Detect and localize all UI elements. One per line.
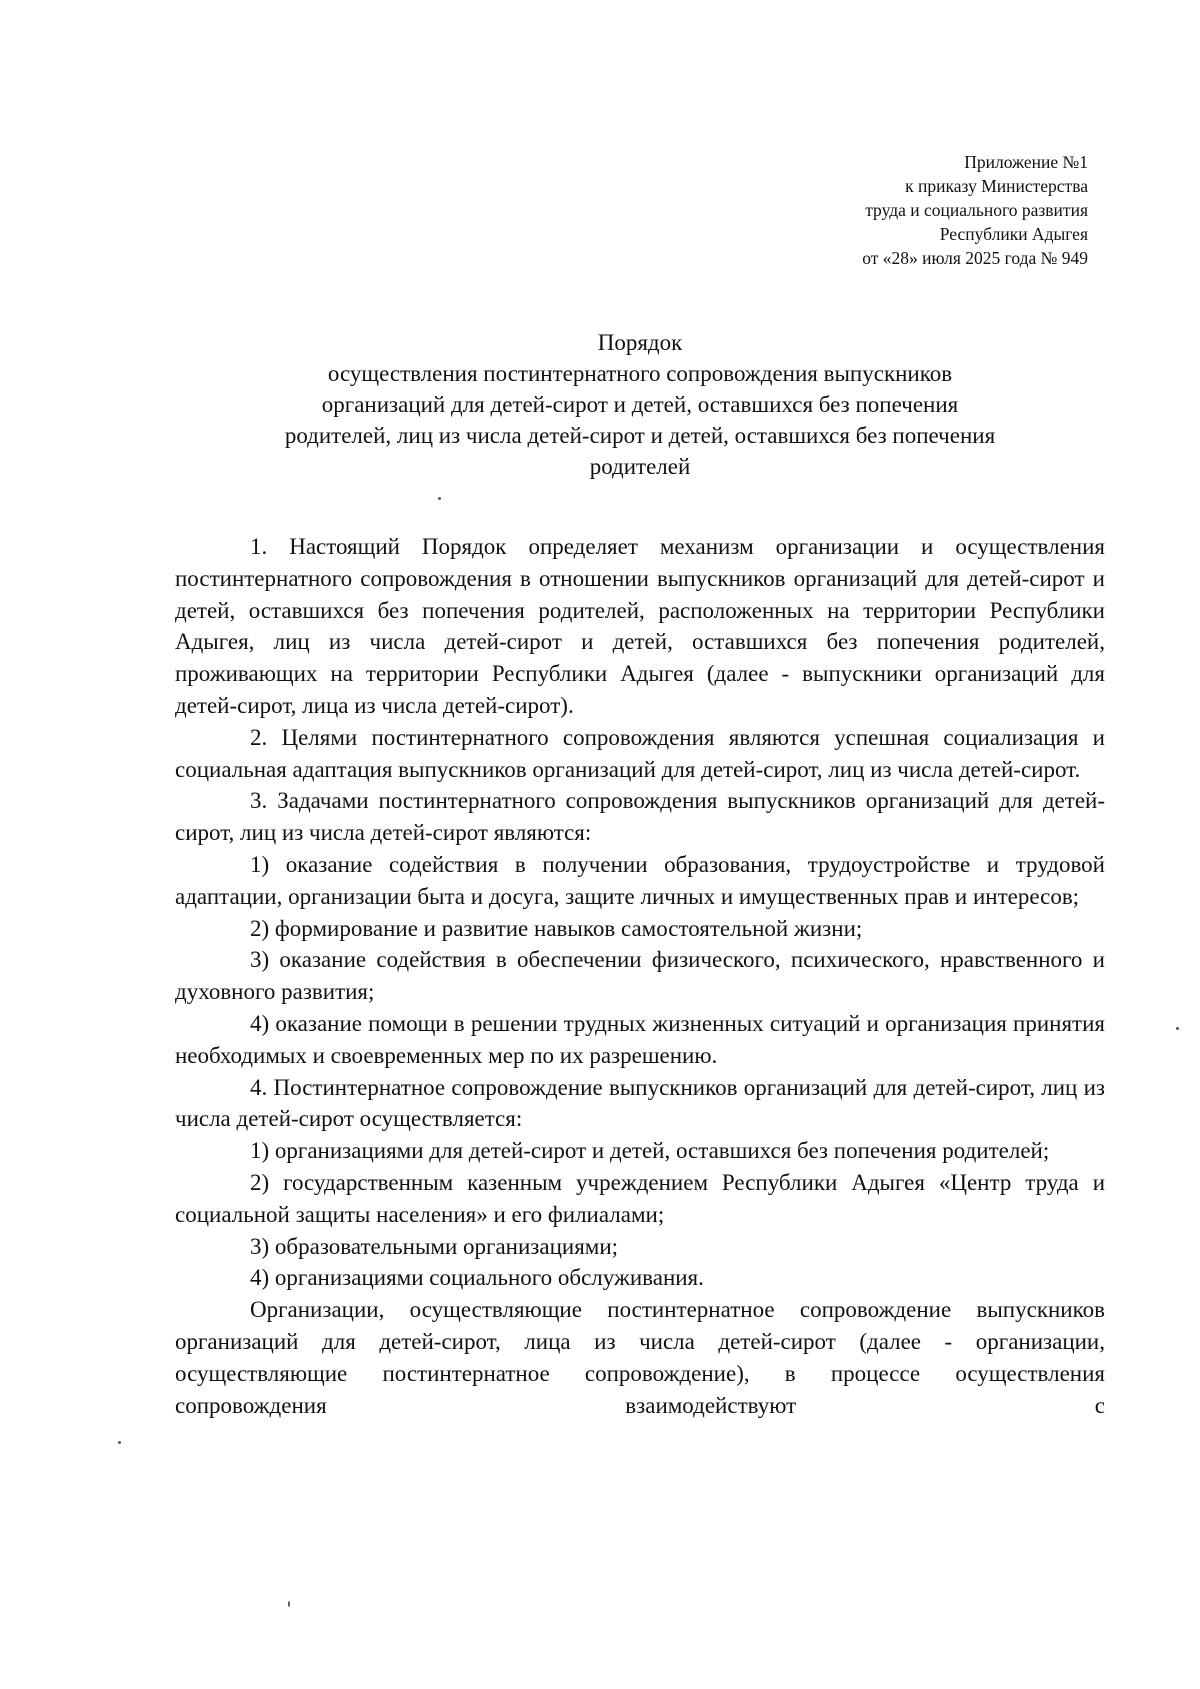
scan-speck bbox=[1176, 1027, 1179, 1030]
paragraph-organizations: Организации, осуществляющие постинтернатное сопровождение выпускников организаций для детей-сирот, лица из числа детей-сирот (далее - организации, осуществляющие постинтернатное сопровождение), в процессе осуществления сопровождения взаимодействуют с bbox=[175, 1297, 1105, 1418]
document-title bbox=[175, 327, 1105, 482]
title-heading: Порядок bbox=[597, 330, 683, 355]
title-line: осуществления постинтернатного сопровождения выпускников bbox=[327, 361, 953, 386]
paragraph-4-item-3: 3) образовательными организациями; bbox=[250, 1233, 619, 1259]
republic-name: Республики Адыгея bbox=[939, 224, 1088, 244]
order-reference: к приказу Министерства bbox=[905, 176, 1088, 196]
paragraph-4-item-4: 4) организациями социального обслуживания. bbox=[250, 1265, 704, 1291]
title-line: родителей, лиц из числа детей-сирот и детей, оставшихся без попечения bbox=[284, 423, 996, 448]
paragraph-4: 4. Постинтернатное сопровождение выпускников организаций для детей-сирот, лиц из числа детей-сирот осуществляется: bbox=[175, 1074, 1105, 1132]
paragraph-2: 2. Целями постинтернатного сопровождения являются успешная социализация и социальная адаптация выпускников организаций для детей-сирот, лиц из числа детей-сирот. bbox=[175, 724, 1105, 782]
appendix-header bbox=[862, 150, 1088, 270]
title-line: организаций для детей-сирот и детей, оставшихся без попечения bbox=[321, 392, 959, 417]
paragraph-3-item-1: 1) оказание содействия в получении образования, трудоустройстве и трудовой адаптации, организации быта и досуга, защите личных и имущественных прав и интересов; bbox=[175, 851, 1105, 909]
paragraph-3: 3. Задачами постинтернатного сопровождения выпускников организаций для детей-сирот, лиц из числа детей-сирот являются: bbox=[175, 788, 1105, 846]
paragraph-4-item-2: 2) государственным казенным учреждением Республики Адыгея «Центр труда и социальной защиты населения» и его филиалами; bbox=[175, 1169, 1105, 1227]
paragraph-3-item-2: 2) формирование и развитие навыков самостоятельной жизни; bbox=[250, 915, 863, 941]
document-body bbox=[175, 531, 1105, 1421]
title-line: родителей bbox=[589, 454, 691, 479]
ministry-name: труда и социального развития bbox=[865, 200, 1088, 220]
paragraph-4-item-1: 1) организациями для детей-сирот и детей, оставшихся без попечения родителей; bbox=[250, 1138, 1050, 1164]
paragraph-3-item-4: 4) оказание помощи в решении трудных жизненных ситуаций и организация принятия необходимых и своевременных мер по их разрешению. bbox=[175, 1010, 1105, 1068]
paragraph-1: 1. Настоящий Порядок определяет механизм организации и осуществления постинтернатного сопровождения в отношении выпускников организаций для детей-сирот и детей, оставшихся без попечения родителей, расположенных на территории Республики Адыгея, лиц из числа детей-сирот и детей, оставшихся без попечения родителей, проживающих на территории Республики Адыгея (далее - выпускники организаций для детей-сирот, лица из числа детей-сирот). bbox=[175, 534, 1105, 718]
scan-speck bbox=[438, 497, 441, 500]
appendix-number: Приложение №1 bbox=[964, 152, 1088, 172]
scan-speck bbox=[118, 1441, 121, 1444]
order-date-number: от «28» июля 2025 года № 949 bbox=[862, 248, 1088, 268]
paragraph-3-item-3: 3) оказание содействия в обеспечении физического, психического, нравственного и духовного развития; bbox=[175, 947, 1105, 1005]
scan-speck bbox=[288, 1601, 290, 1607]
